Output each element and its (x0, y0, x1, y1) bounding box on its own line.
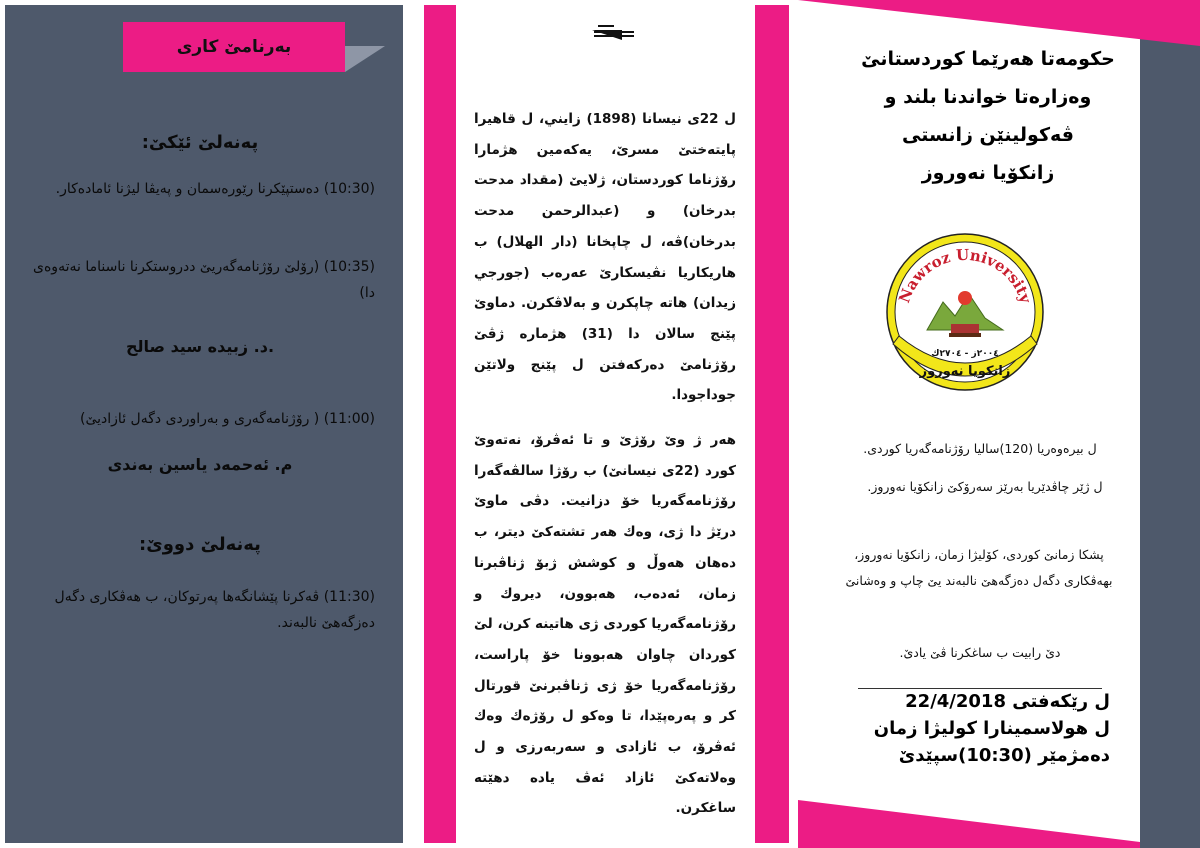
arrow-mark-icon (592, 20, 634, 40)
title-line-2: وەزارەتا خواندنا بلند و (884, 86, 1092, 108)
middle-right-bar (755, 5, 789, 843)
title-line-1: حكومەتا هەرێما كوردستانێ (861, 48, 1115, 70)
logo-name-ku: زانكويا نەوروز (919, 364, 1011, 379)
info-line-3: پشكا زمانێ كوردى، كۆليژا زمان، زانكۆيا نەوروز، بهەڤكارى دگەل دەزگەهێ نالبەند يێ چاپ و وەشانێ (845, 547, 1113, 588)
speaker-1: د. زبيده سيد صالح. (125, 337, 275, 356)
program-item-4: (11:30) ڤەكرنا پێشانگەها پەرتوكان، ب هەڤكارى دگەل دەزگەهێ نالبەند. (54, 589, 375, 631)
program-item-3: (11:00) ( رۆژنامەگەرى و بەراوردى دگەل ئازاديێ) (80, 411, 375, 427)
right-slate-bar (1140, 0, 1200, 848)
info-line-1: ل بيرەوەريا (120)ساليا رۆژنامەگەريا كوردى. (863, 441, 1097, 456)
title-line-3: ڤەكولينێن زانستى (902, 124, 1074, 146)
event-place: ل هولاسمينارا كوليژا زمان (873, 718, 1110, 739)
session2-title: پەنەلێ دووێ: (139, 534, 261, 555)
speaker-2: م. ئەحمەد ياسين بەندى (107, 455, 293, 474)
program-tab-shadow (345, 46, 385, 72)
logo-name-en: Nawroz University (895, 245, 1035, 306)
title-line-4: زانكۆيا نەوروز (921, 162, 1055, 184)
middle-left-bar (424, 5, 456, 843)
event-time: دەمژمێر (10:30)سپێدێ (898, 745, 1110, 766)
nawroz-university-logo (885, 232, 1045, 392)
university-title (840, 40, 1136, 192)
history-paragraph-2: هەر ژ وێ رۆژێ و تا ئەڤرۆ، نەتەوێ كورد (22ى نيسانێ) ب رۆژا سالڤەگەرا رۆژنامەگەريا خۆ دزانيت. دڤى ماوێ درێژ دا ژى، وەك هەر تشتەكێ ديتر، ب دەهان هەوڵ و كوشش ژبۆ ژناڤبرنا زمان، ئەدەب، هەبوون، ديروك و رۆژنامەگەريا كوردى ژى هاتينە كرن، لێ كوردان چاوان هەبوونا خۆ پاراست، رۆژنامەگەريا خۆ ژى ژناڤبرنێ قورتال كر و پەرەپێدا، تا وەكو ل رۆژەك وەك ئەڤرۆ، ب ئازادى و سەربەرزى و ل وەلاتەكێ ئازاد ئەڤ يادە دهێتە ساغكرن. (474, 432, 736, 817)
program-item-1: (10:30) دەستپێكرنا رێورەسمان و پەيڤا ليژنا ئامادەكار. (55, 181, 375, 197)
history-text (474, 104, 736, 838)
history-paragraph-1: ل 22ى نيسانا (1898) زايني، ل قاهيرا پايتەختێ مسرێ، يەكەمين هژمارا رۆژناما كوردستان، ژلايێ (مقداد مدحت بدرخان) و (عبدالرحمن مدحت بدرخان)ڤە، ل چاپخانا (دار الهلال) ب هاريكاريا نڤيسكارێ عەرەب (جورجي زيدان) هاتە چاپكرن و بەلاڤكرن. دماوێ پێنج سالان دا (31) هژمارە ژڤێ رۆژنامێ دەركەفتن ل پێنج ولاتێن جوداجودا. (474, 111, 736, 404)
event-details (840, 688, 1110, 769)
program-item-2: (10:35) (رۆلێ رۆژنامەگەريێ ددروستكرنا ناسناما نەتەوەى دا) (33, 259, 375, 301)
info-line-2: ل ژێر چاڤدێريا بەرێز سەرۆكێ زانكۆيا نەوروز. (867, 479, 1103, 494)
program-title: بەرنامێ كارى (123, 22, 345, 72)
logo-year: ٢٠٠٤ز - ٢٧٠٤ك (931, 349, 999, 359)
info-line-4: دێ رابيت ب ساغكرنا ڤێ يادێ. (899, 645, 1061, 660)
event-date: ل رێكەفتى 22/4/2018 (905, 691, 1110, 712)
session1-title: پەنەلێ ئێكێ: (141, 132, 259, 153)
pink-bottom-band (798, 780, 1200, 848)
